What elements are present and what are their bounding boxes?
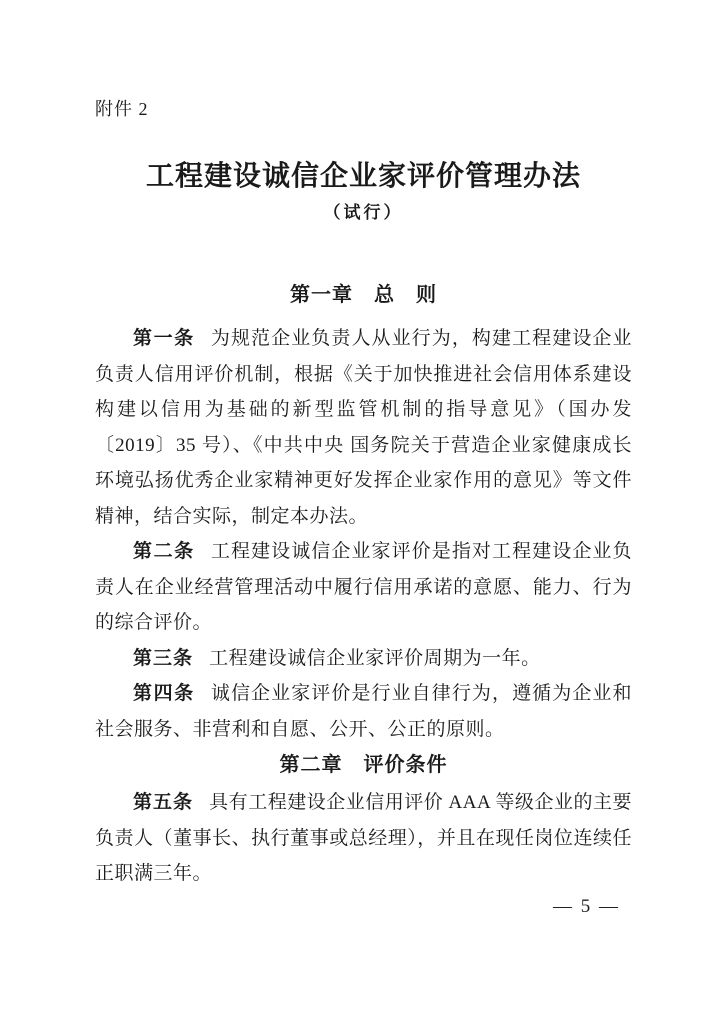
article-3-label: 第三条 bbox=[133, 647, 194, 669]
article-1-label: 第一条 bbox=[133, 328, 195, 349]
document-subtitle: （试行） bbox=[323, 203, 404, 222]
document-title: 工程建设诚信企业家评价管理办法 bbox=[145, 161, 581, 192]
chapter-2-heading: 第二章 评价条件 bbox=[279, 754, 448, 776]
article-2-label: 第二条 bbox=[133, 541, 195, 562]
chapter-2-body bbox=[95, 785, 632, 892]
chapter-1-heading: 第一章 总 则 bbox=[290, 284, 437, 306]
article-4 bbox=[95, 676, 632, 747]
article-5-label: 第五条 bbox=[133, 792, 194, 813]
article-1-text: 为规范企业负责人从业行为，构建工程建设企业负责人信用评价机制，根据《关于加快推进社会信用体系建设构建以信用为基础的新型监管机制的指导意见》（国办发〔2019〕35 号）、《中共中央 国务院关于营造企业家健康成长环境弘扬优秀企业家精神更好发挥企业家作用的意见》等文件精神，结合实际，制定本办法。 bbox=[95, 328, 632, 527]
attachment-label: 附件 2 bbox=[95, 99, 149, 119]
article-5-text: 具有工程建设企业信用评价 AAA 等级企业的主要负责人（董事长、执行董事或总经理），并且在现任岗位连续任正职满三年。 bbox=[95, 792, 632, 884]
article-2-text: 工程建设诚信企业家评价是指对工程建设企业负责人在企业经营管理活动中履行信用承诺的意愿、能力、行为的综合评价。 bbox=[95, 541, 632, 633]
article-4-text: 诚信企业家评价是行业自律行为，遵循为企业和社会服务、非营利和自愿、公开、公正的原则。 bbox=[95, 683, 632, 740]
article-1 bbox=[95, 321, 632, 534]
article-5 bbox=[95, 785, 632, 892]
article-4-label: 第四条 bbox=[133, 683, 195, 704]
article-3-text: 工程建设诚信企业家评价周期为一年。 bbox=[209, 647, 541, 669]
article-3 bbox=[95, 641, 632, 677]
chapter-1-body bbox=[95, 321, 632, 747]
page-number: — 5 — bbox=[553, 896, 620, 917]
article-2 bbox=[95, 534, 632, 641]
